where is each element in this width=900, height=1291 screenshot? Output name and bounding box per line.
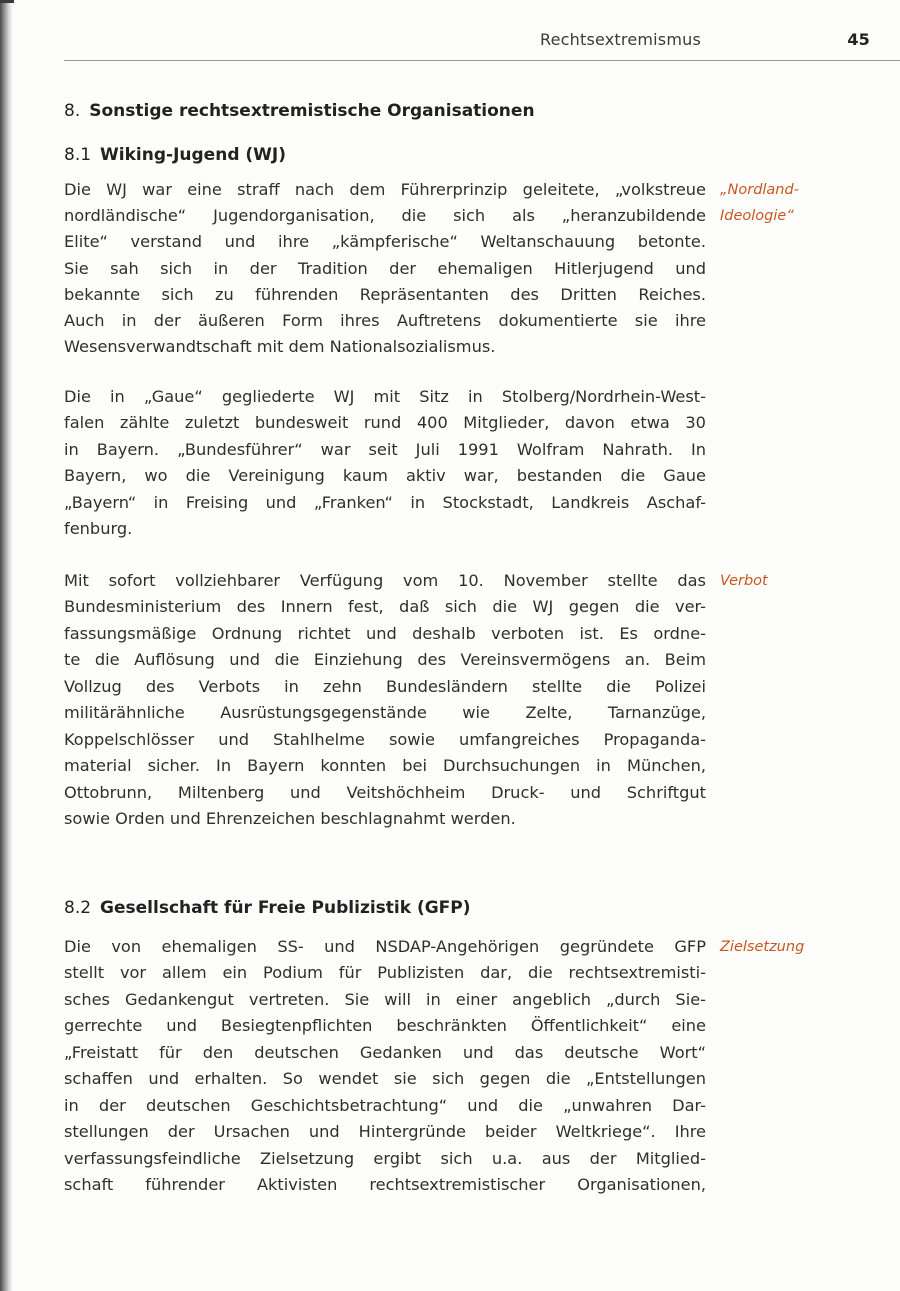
- margin-note-line: „Nordland-: [720, 182, 799, 198]
- text-line: te die Auflösung und die Einziehung des Vereinsvermögens an. Beim: [64, 650, 706, 669]
- text-line: Die WJ war eine straff nach dem Führerprinzip geleitete, „volkstreue: [64, 180, 706, 199]
- section-title: Gesellschaft für Freie Publizistik (GFP): [100, 898, 471, 918]
- section-heading-8-2: [64, 898, 471, 918]
- section-heading-8: [64, 101, 535, 121]
- text-line: gerrechte und Besiegtenpflichten beschränkten Öffentlichkeit“ eine: [64, 1016, 706, 1035]
- text-line: in Bayern. „Bundesführer“ war seit Juli 1991 Wolfram Nahrath. In: [64, 440, 706, 459]
- text-line: militärähnliche Ausrüstungsgegenstände wie Zelte, Tarnanzüge,: [64, 703, 706, 722]
- text-line: sches Gedankengut vertreten. Sie will in einer angeblich „durch Sie-: [64, 990, 706, 1009]
- section-number: 8.2: [64, 898, 92, 918]
- running-title: Rechtsextremismus: [540, 30, 701, 49]
- section-title: Wiking-Jugend (WJ): [100, 145, 287, 165]
- margin-note-line: Ideologie“: [720, 208, 794, 224]
- text-line: material sicher. In Bayern konnten bei Durchsuchungen in München,: [64, 756, 706, 775]
- text-line: stellt vor allem ein Podium für Publizisten dar, die rechtsextremisti-: [64, 963, 706, 982]
- page-number: 45: [847, 30, 870, 49]
- text-line: fassungsmäßige Ordnung richtet und deshalb verboten ist. Es ordne-: [64, 624, 706, 643]
- section-number: 8.: [64, 101, 81, 121]
- text-line: bekannte sich zu führenden Repräsentanten des Dritten Reiches.: [64, 285, 706, 304]
- margin-note-line: Zielsetzung: [720, 939, 805, 955]
- text-line: Bayern, wo die Vereinigung kaum aktiv war, bestanden die Gaue: [64, 466, 706, 485]
- text-line: stellungen der Ursachen und Hintergründe beider Weltkriege“. Ihre: [64, 1122, 706, 1141]
- text-line: Wesensverwandtschaft mit dem Nationalsozialismus.: [64, 337, 496, 356]
- margin-note-line: Verbot: [720, 573, 768, 589]
- text-line: schaffen und erhalten. So wendet sie sich gegen die „Entstellungen: [64, 1069, 706, 1088]
- text-line: Elite“ verstand und ihre „kämpferische“ Weltanschauung betonte.: [64, 232, 706, 251]
- text-line: Ottobrunn, Miltenberg und Veitshöchheim Druck- und Schriftgut: [64, 783, 706, 802]
- text-line: „Freistatt für den deutschen Gedanken und das deutsche Wort“: [64, 1043, 706, 1062]
- text-line: falen zählte zuletzt bundesweit rund 400 Mitglieder, davon etwa 30: [64, 413, 706, 432]
- text-line: Vollzug des Verbots in zehn Bundesländern stellte die Polizei: [64, 677, 706, 696]
- section-title: Sonstige rechtsextremistische Organisationen: [89, 101, 535, 121]
- text-line: nordländische“ Jugendorganisation, die sich als „heranzubildende: [64, 206, 706, 225]
- text-line: sowie Orden und Ehrenzeichen beschlagnahmt werden.: [64, 809, 516, 828]
- text-line: Bundesministerium des Innern fest, daß sich die WJ gegen die ver-: [64, 597, 706, 616]
- text-line: fenburg.: [64, 519, 133, 538]
- text-line: Sie sah sich in der Tradition der ehemaligen Hitlerjugend und: [64, 259, 706, 278]
- text-line: schaft führender Aktivisten rechtsextremistischer Organisationen,: [64, 1175, 706, 1194]
- text-line: Die von ehemaligen SS- und NSDAP-Angehörigen gegründete GFP: [64, 937, 706, 956]
- text-line: Mit sofort vollziehbarer Verfügung vom 10. November stellte das: [64, 571, 706, 590]
- margin-note-zielsetzung: [720, 934, 804, 960]
- text-line: „Bayern“ in Freising und „Franken“ in Stockstadt, Landkreis Aschaf-: [64, 493, 706, 512]
- corner-mark: [0, 0, 14, 3]
- text-line: Die in „Gaue“ gegliederte WJ mit Sitz in Stolberg/Nordrhein-West-: [64, 387, 706, 406]
- text-line: Auch in der äußeren Form ihres Auftretens dokumentierte sie ihre: [64, 311, 706, 330]
- section-heading-8-1: [64, 145, 286, 165]
- margin-note-nordland: [720, 177, 799, 229]
- header-rule: [64, 60, 900, 61]
- margin-note-verbot: [720, 568, 768, 594]
- text-line: Koppelschlösser und Stahlhelme sowie umfangreiches Propaganda-: [64, 730, 706, 749]
- page-binding-edge: [0, 0, 13, 1291]
- text-line: verfassungsfeindliche Zielsetzung ergibt sich u.a. aus der Mitglied-: [64, 1149, 706, 1168]
- text-line: in der deutschen Geschichtsbetrachtung“ und die „unwahren Dar-: [64, 1096, 706, 1115]
- section-number: 8.1: [64, 145, 92, 165]
